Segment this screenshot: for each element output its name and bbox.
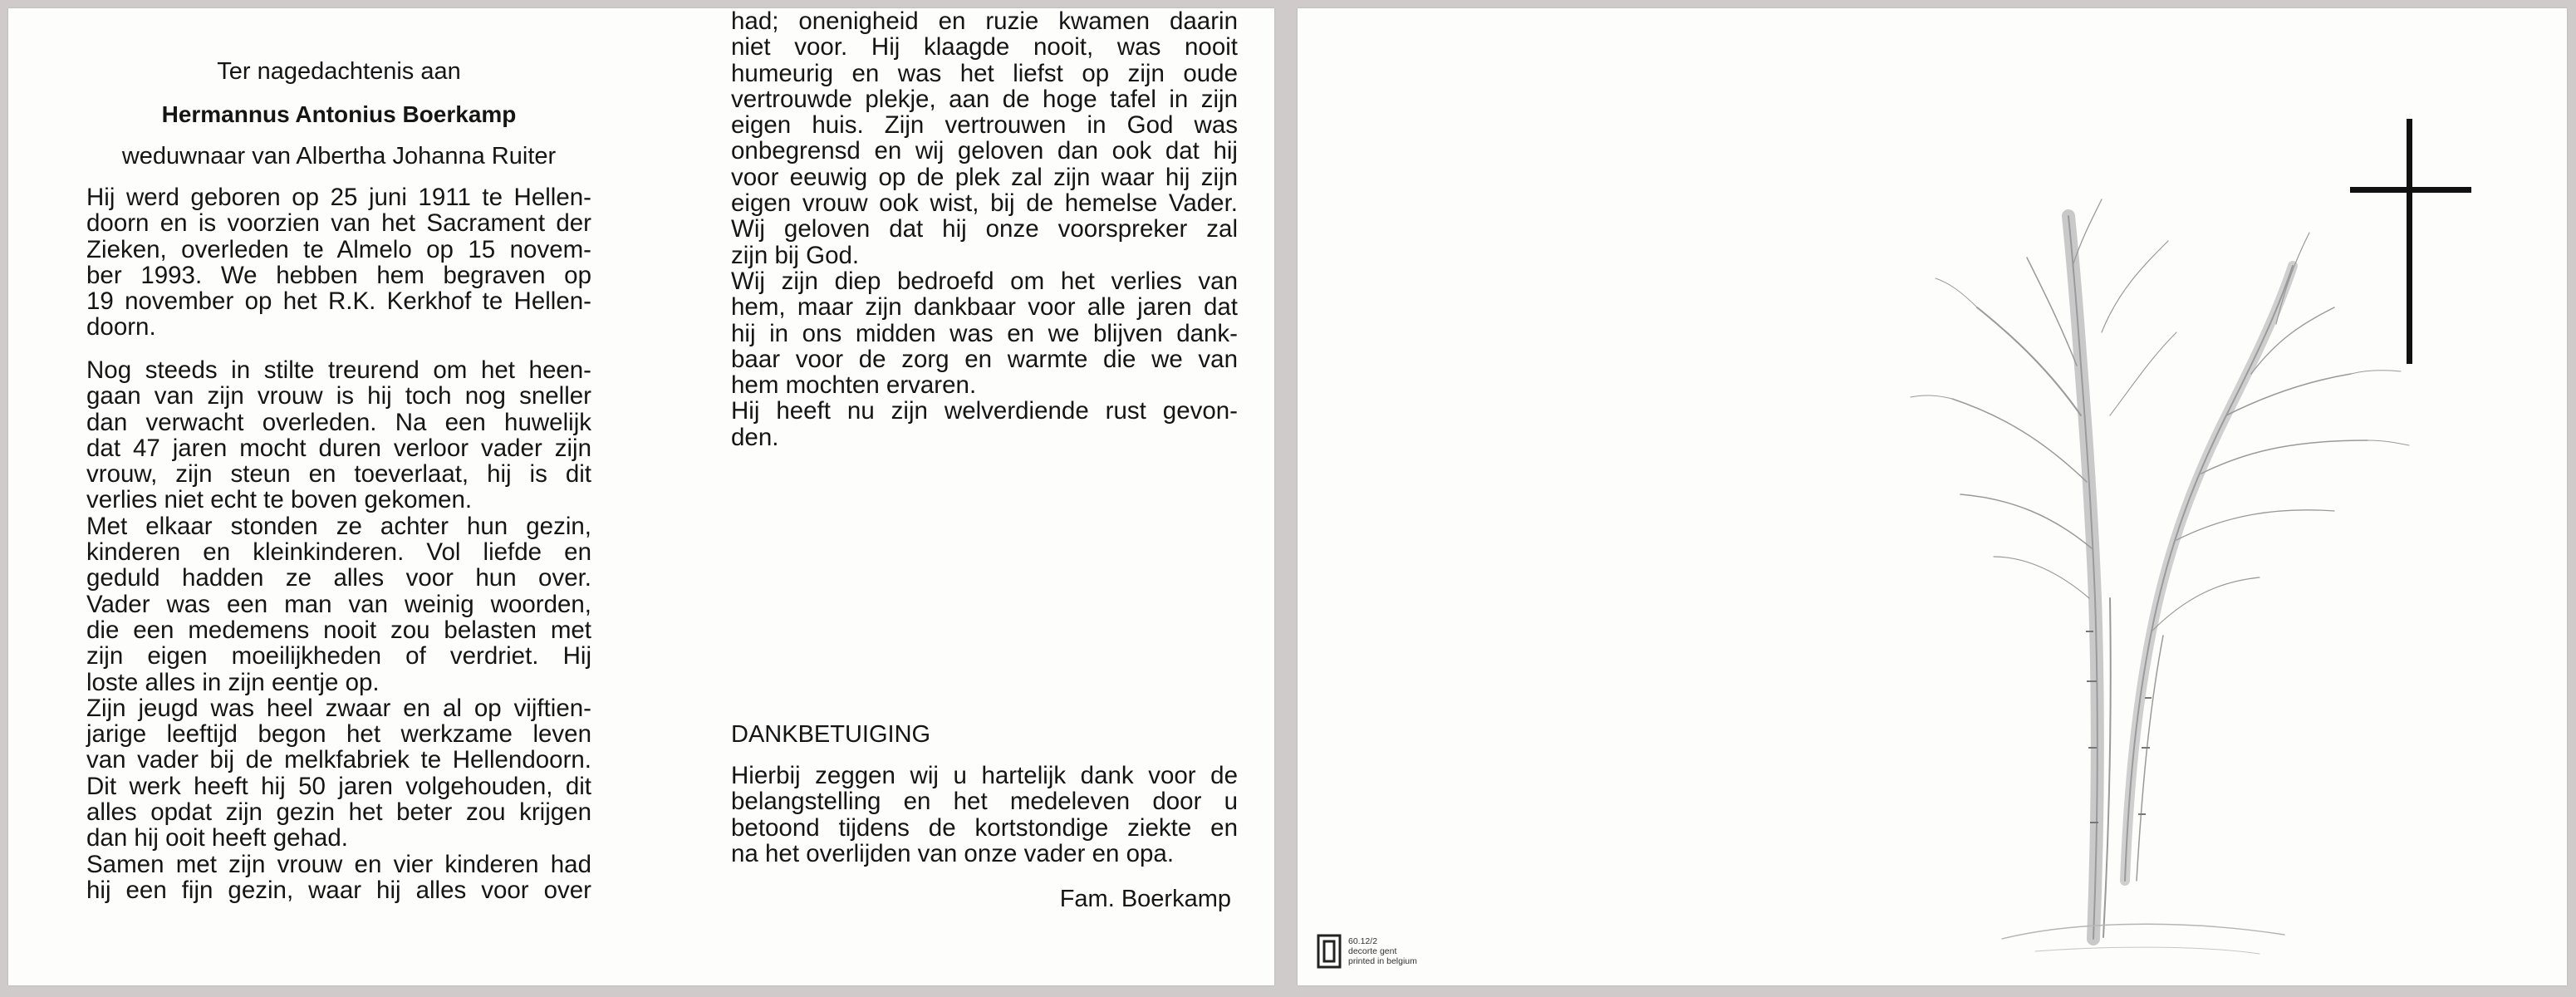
paragraph-thanks	[731, 763, 1238, 867]
paragraph-life	[86, 357, 591, 903]
paragraph-faith	[731, 8, 1238, 450]
text-line: had; onenigheid en ruzie kwamen daarin	[731, 8, 1238, 35]
text-line: eigen huis. Zijn vertrouwen in God was	[731, 111, 1238, 140]
text-line: Dit werk heeft hij 50 jaren volgehouden, dit	[86, 772, 591, 800]
text-line: hem mochten ervaren.	[731, 371, 977, 400]
text-line: belangstelling en het medeleven door u	[731, 788, 1238, 816]
text-line: den.	[731, 423, 779, 451]
text-line: doorn en is voorzien van het Sacrament der	[86, 209, 591, 238]
text-line: ber 1993. We hebben hem begraven op	[86, 261, 591, 289]
printer-name: decorte gent	[1348, 946, 1397, 956]
thanks-heading: DANKBETUIGING	[731, 721, 931, 748]
deceased-name: Hermannus Antonius Boerkamp	[161, 101, 517, 127]
text-line: hij een fijn gezin, waar hij alles voor over	[86, 876, 591, 904]
text-line: alles opdat zijn gezin het beter zou krijgen	[86, 798, 591, 827]
family-signature: Fam. Boerkamp	[1059, 886, 1231, 912]
text-line: gaan van zijn vrouw is hij toch nog sneller	[86, 382, 591, 410]
text-line: Hierbij zeggen wij u hartelijk dank voor de	[731, 762, 1238, 789]
text-line: Zijn jeugd was heel zwaar en al op vijftien-	[86, 694, 591, 722]
text-line: verlies niet echt te boven gekomen.	[86, 486, 473, 514]
text-line: hem, maar zijn dankbaar voor alle jaren dat	[731, 293, 1238, 322]
text-line: vertrouwde plekje, aan de hoge tafel in zijn	[731, 85, 1238, 113]
text-line: Hij werd geboren op 25 juni 1911 te Hellen-	[86, 184, 591, 211]
printer-logo-icon	[1317, 934, 1342, 969]
text-line: Wij geloven dat hij onze voorspreker zal	[731, 215, 1238, 243]
text-line: niet voor. Hij klaagde nooit, was nooit	[731, 33, 1238, 61]
text-line: geduld hadden ze alles voor hun over.	[86, 564, 591, 592]
text-line: doorn.	[86, 313, 156, 341]
text-line: van vader bij de melkfabriek te Hellendoorn.	[86, 746, 591, 774]
text-line: Samen met zijn vrouw en vier kinderen had	[86, 850, 591, 878]
text-line: jarige leeftijd begon het werkzame leven	[86, 720, 591, 749]
birch-tree-drawing	[1902, 166, 2417, 980]
text-line: Met elkaar stonden ze achter hun gezin,	[86, 512, 591, 540]
text-line: vrouw, zijn steun en toeverlaat, hij is dit	[86, 460, 591, 489]
text-line: dan verwacht overleden. Na een huwelijk	[86, 408, 591, 436]
memorial-card-text-side	[8, 8, 1274, 985]
text-line: eigen vrouw ook wist, bij de hemelse Vader.	[731, 189, 1238, 218]
text-line: onbegrensd en wij geloven dan ook dat hij	[731, 137, 1238, 165]
printer-code: 60.12/2	[1348, 936, 1378, 946]
printer-country: printed in belgium	[1348, 956, 1417, 966]
text-line: hij in ons midden was en we blijven dank-	[731, 319, 1238, 347]
text-line: baar voor de zorg en warmte die we van	[731, 345, 1238, 373]
text-line: kinderen en kleinkinderen. Vol liefde en	[86, 538, 591, 567]
text-line: die een medemens nooit zou belasten met	[86, 616, 591, 644]
text-line: dan hij ooit heeft gehad.	[86, 824, 348, 852]
text-line: Wij zijn diep bedroefd om het verlies van	[731, 267, 1238, 295]
intro-line: Ter nagedachtenis aan	[217, 58, 461, 85]
text-line: Vader was een man van weinig woorden,	[86, 590, 591, 618]
text-line: zijn eigen moeilijkheden of verdriet. Hij	[86, 642, 591, 670]
text-line: zijn bij God.	[731, 241, 860, 269]
text-line: dat 47 jaren mocht duren verloor vader zijn	[86, 434, 591, 462]
text-line: Hij heeft nu zijn welverdiende rust gevon-	[731, 397, 1238, 425]
text-line: Nog steeds in stilte treurend om het heen-	[86, 356, 591, 384]
text-line: na het overlijden van onze vader en opa.	[731, 839, 1175, 867]
text-line: Zieken, overleden te Almelo op 15 novem-	[86, 235, 591, 263]
text-line: betoond tijdens de kortstondige ziekte en	[731, 813, 1238, 842]
text-line: humeurig en was het liefst op zijn oude	[731, 59, 1238, 87]
printer-imprint	[1348, 936, 1417, 966]
text-line: loste alles in zijn eentje op.	[86, 668, 380, 696]
text-line: voor eeuwig op de plek zal zijn waar hij zijn	[731, 163, 1238, 191]
text-line: 19 november op het R.K. Kerkhof te Hellen-	[86, 287, 591, 316]
widower-line: weduwnaar van Albertha Johanna Ruiter	[121, 143, 557, 169]
paragraph-birth-death	[86, 184, 591, 341]
